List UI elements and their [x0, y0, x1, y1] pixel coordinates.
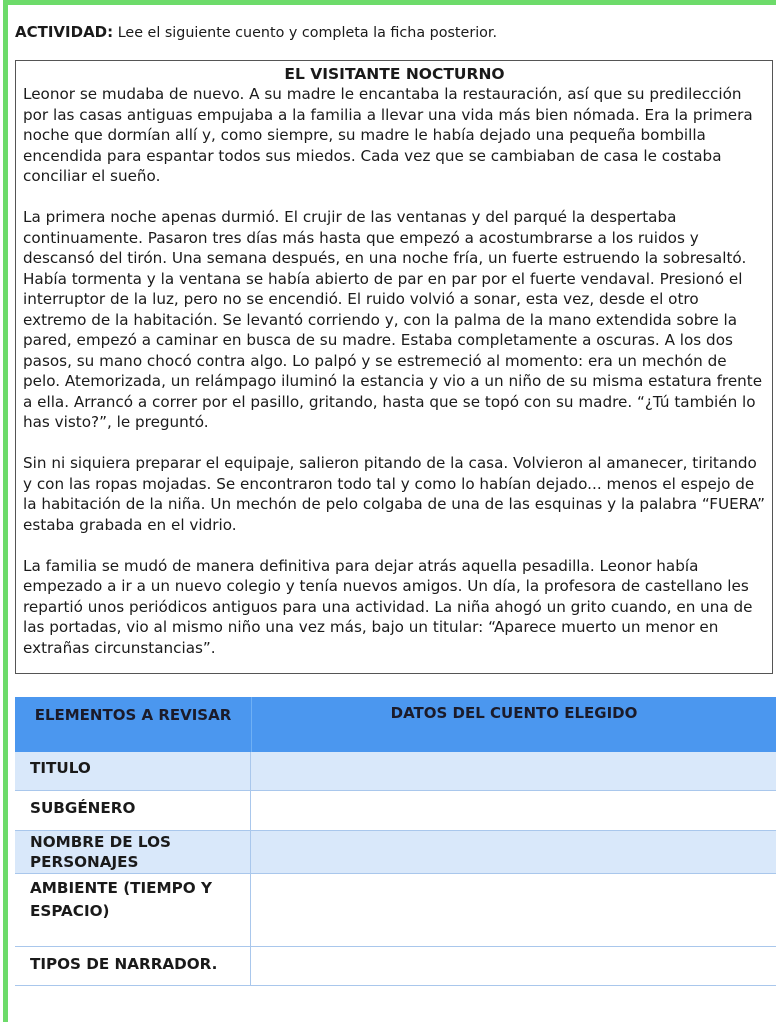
story-box [15, 60, 773, 674]
row-label-title: TITULO [15, 752, 251, 791]
story-title: EL VISITANTE NOCTURNO [284, 65, 505, 83]
page-border-top [8, 0, 776, 5]
header-elements: ELEMENTOS A REVISAR [15, 697, 251, 752]
story-paragraph: Leonor se mudaba de nuevo. A su madre le encantaba la restauración, así que su predilección por las casas antiguas empujaba a la familia a llevar una vida más bien nómada. Era la primera noche que dormían allí y, como siempre, su madre le había dejado una pequeña bombilla encendida para espantar todos sus miedos. Cada vez que se cambiaban de casa le costaba conciliar el sueño. [23, 85, 753, 185]
row-label-characters: NOMBRE DE LOS PERSONAJES [15, 831, 251, 874]
table-row [15, 831, 776, 874]
row-value-characters[interactable] [251, 831, 776, 874]
table-row [15, 874, 776, 947]
row-label-subgenre: SUBGÉNERO [15, 791, 251, 831]
worksheet-table [15, 697, 776, 986]
table-row [15, 752, 776, 791]
header-story-data: DATOS DEL CUENTO ELEGIDO [251, 697, 776, 752]
activity-instruction [15, 22, 497, 43]
row-value-setting[interactable] [251, 874, 776, 947]
table-header-row [15, 697, 776, 752]
page-border-left [3, 0, 8, 1022]
row-value-subgenre[interactable] [251, 791, 776, 831]
table-row [15, 947, 776, 986]
story-paragraph: La primera noche apenas durmió. El crujir de las ventanas y del parqué la despertaba continuamente. Pasaron tres días más hasta que empezó a acostumbrarse a los ruidos y descansó del tirón. Una semana después, en una noche fría, un fuerte estruendo la sobresaltó. Había tormenta y la ventana se había abierto de par en par por el fuerte vendaval. Presionó el interruptor de la luz, pero no se encendió. El ruido volvió a sonar, esta vez, desde el otro extremo de la habitación. Se levantó corriendo y, con la palma de la mano extendida sobre la pared, empezó a caminar en busca de su madre. Estaba completamente a oscuras. A los dos pasos, su mano chocó contra algo. Lo palpó y se estremeció al momento: era un mechón de pelo. Atemorizada, un relámpago iluminó la estancia y vio a un niño de su misma estatura frente a ella. Arrancó a correr por el pasillo, gritando, hasta que se topó con su madre. “¿Tú también lo has visto?”, le preguntó. [23, 208, 763, 431]
row-value-title[interactable] [251, 752, 776, 791]
row-label-narrator: TIPOS DE NARRADOR. [15, 947, 251, 986]
table-row [15, 791, 776, 831]
row-value-narrator[interactable] [251, 947, 776, 986]
story-paragraph: Sin ni siquiera preparar el equipaje, salieron pitando de la casa. Volvieron al amanecer, tiritando y con las ropas mojadas. Se encontraron todo tal y como lo habían dejado... menos el espejo de la habitación de la niña. Un mechón de pelo colgaba de una de las esquinas y la palabra “FUERA” estaba grabada en el vidrio. [23, 454, 765, 534]
row-label-setting: AMBIENTE (TIEMPO Y ESPACIO) [15, 874, 251, 947]
activity-text: Lee el siguiente cuento y completa la ficha posterior. [117, 25, 498, 41]
story-paragraph: La familia se mudó de manera definitiva para dejar atrás aquella pesadilla. Leonor había empezado a ir a un nuevo colegio y tenía nuevos amigos. Un día, la profesora de castellano les repartió unos periódicos antiguos para una actividad. La niña ahogó un grito cuando, en una de las portadas, vio al mismo niño una vez más, bajo un titular: “Aparece muerto un menor en extrañas circunstancias”. [23, 556, 753, 657]
activity-label: ACTIVIDAD: [15, 23, 114, 41]
